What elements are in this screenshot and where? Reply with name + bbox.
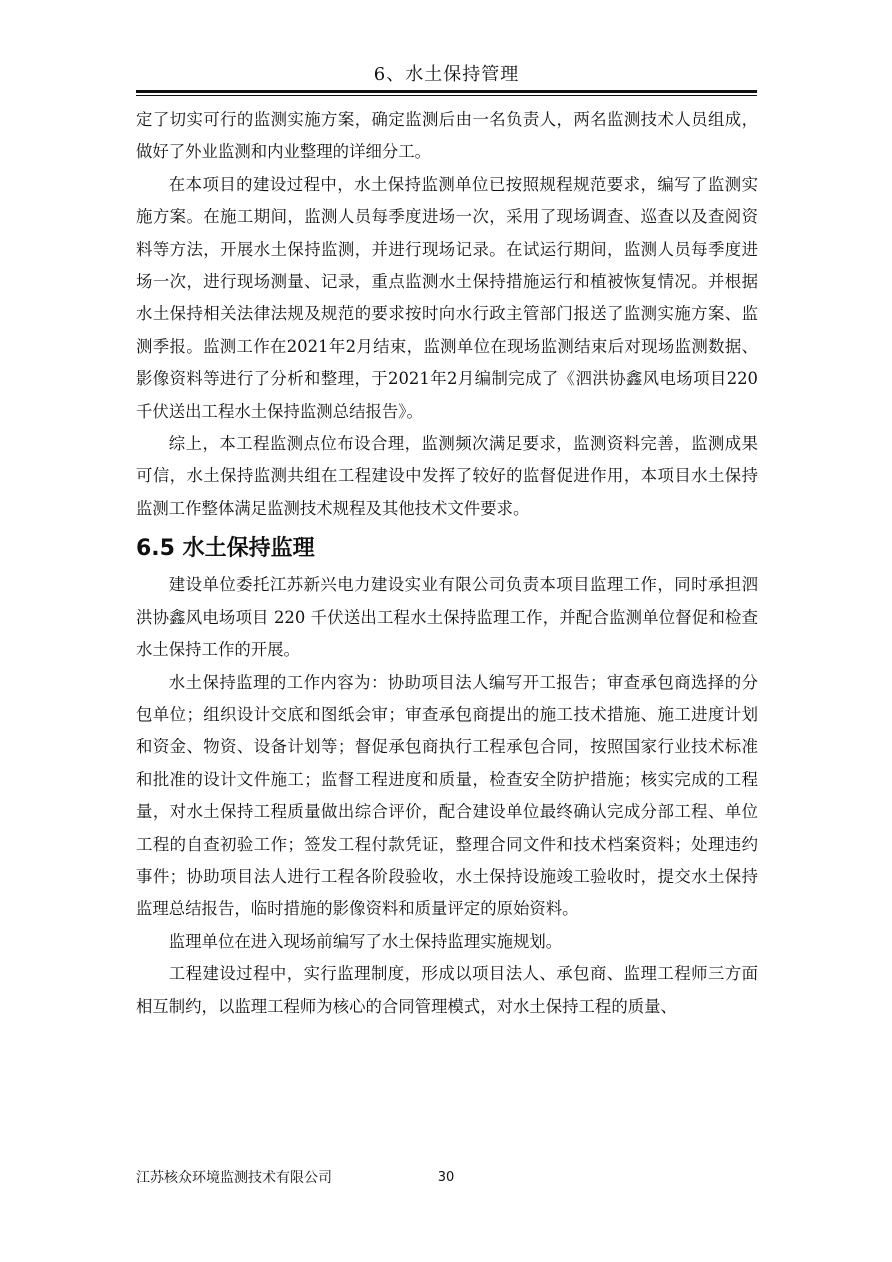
- paragraph: 水土保持监理的工作内容为：协助项目法人编写开工报告；审查承包商选择的分包单位；组织设计交底和图纸会审；审查承包商提出的施工技术措施、施工进度计划和资金、物资、设备计划等；督促承包商执行工程承包合同，按照国家行业技术标准和批准的设计文件施工；监督工程进度和质量，检查安全防护措施；核实完成的工程量，对水土保持工程质量做出综合评价，配合建设单位最终确认完成分部工程、单位工程的自查初验工作；签发工程付款凭证，整理合同文件和技术档案资料；处理违约事件；协助项目法人进行工程各阶段验收，水土保持设施竣工验收时，提交水土保持监理总结报告，临时措施的影像资料和质量评定的原始资料。: [136, 672, 758, 919]
- header-rule-thick: [136, 90, 757, 93]
- paragraph: 建设单位委托江苏新兴电力建设实业有限公司负责本项目监理工作，同时承担泗洪协鑫风电场项目 220 千伏送出工程水土保持监理工作，并配合监测单位督促和检查水土保持工作的开展。: [136, 575, 758, 660]
- paragraph: 工程建设过程中，实行监理制度，形成以项目法人、承包商、监理工程师三方面相互制约，以监理工程师为核心的合同管理模式，对水土保持工程的质量、: [136, 964, 758, 1016]
- paragraph: 定了切实可行的监测实施方案，确定监测后由一名负责人，两名监测技术人员组成，做好了外业监测和内业整理的详细分工。: [136, 110, 758, 162]
- document-body: [136, 104, 758, 1023]
- section-heading: 6.5 水土保持监理: [136, 536, 315, 562]
- page-header-title: 6、水土保持管理: [373, 64, 520, 85]
- paragraph: 监理单位在进入现场前编写了水土保持监理实施规划。: [168, 931, 563, 951]
- header-rule-thin: [136, 95, 757, 96]
- footer-company: 江苏核众环境监测技术有限公司: [136, 1170, 332, 1186]
- paragraph: 综上，本工程监测点位布设合理，监测频次满足要求，监测资料完善，监测成果可信，水土保持监测共组在工程建设中发挥了较好的监督促进作用，本项目水土保持监测工作整体满足监测技术规程及其他技术文件要求。: [136, 434, 758, 518]
- paragraph: 在本项目的建设过程中，水土保持监测单位已按照规程规范要求，编写了监测实施方案。在施工期间，监测人员每季度进场一次，采用了现场调查、巡查以及查阅资料等方法，开展水土保持监测，并进行现场记录。在试运行期间，监测人员每季度进场一次，进行现场测量、记录，重点监测水土保持措施运行和植被恢复情况。并根据水土保持相关法律法规及规范的要求按时向水行政主管部门报送了监测实施方案、监测季报。监测工作在2021年2月结束，监测单位在现场监测结束后对现场监测数据、影像资料等进行了分析和整理，于2021年2月编制完成了《泗洪协鑫风电场项目220千伏送出工程水土保持监测总结报告》。: [136, 174, 758, 421]
- page-number: 30: [437, 1170, 455, 1185]
